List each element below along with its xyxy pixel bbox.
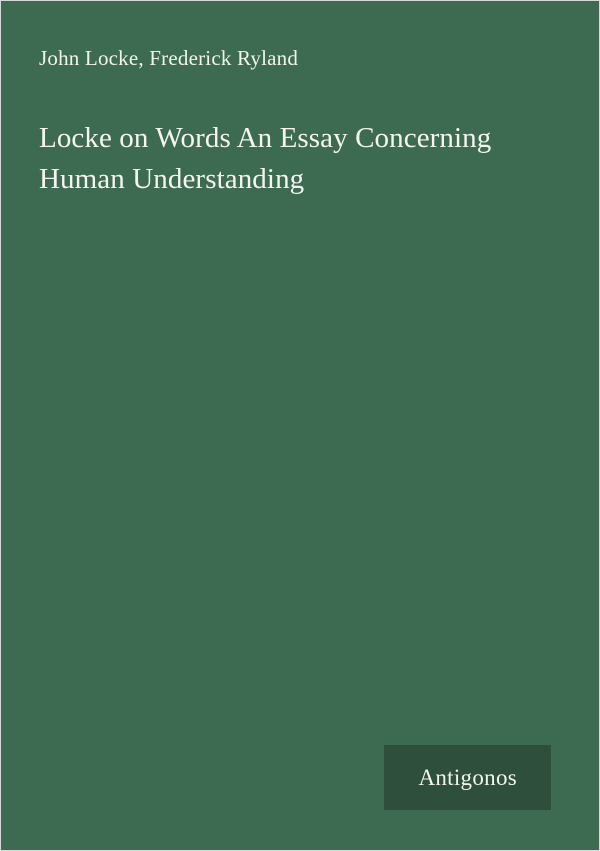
book-authors: John Locke, Frederick Ryland	[39, 46, 299, 70]
book-title: Locke on Words An Essay Concerning Human Understanding	[39, 122, 492, 196]
publisher-badge: Antigonos	[384, 745, 551, 810]
book-cover-content	[1, 1, 599, 850]
